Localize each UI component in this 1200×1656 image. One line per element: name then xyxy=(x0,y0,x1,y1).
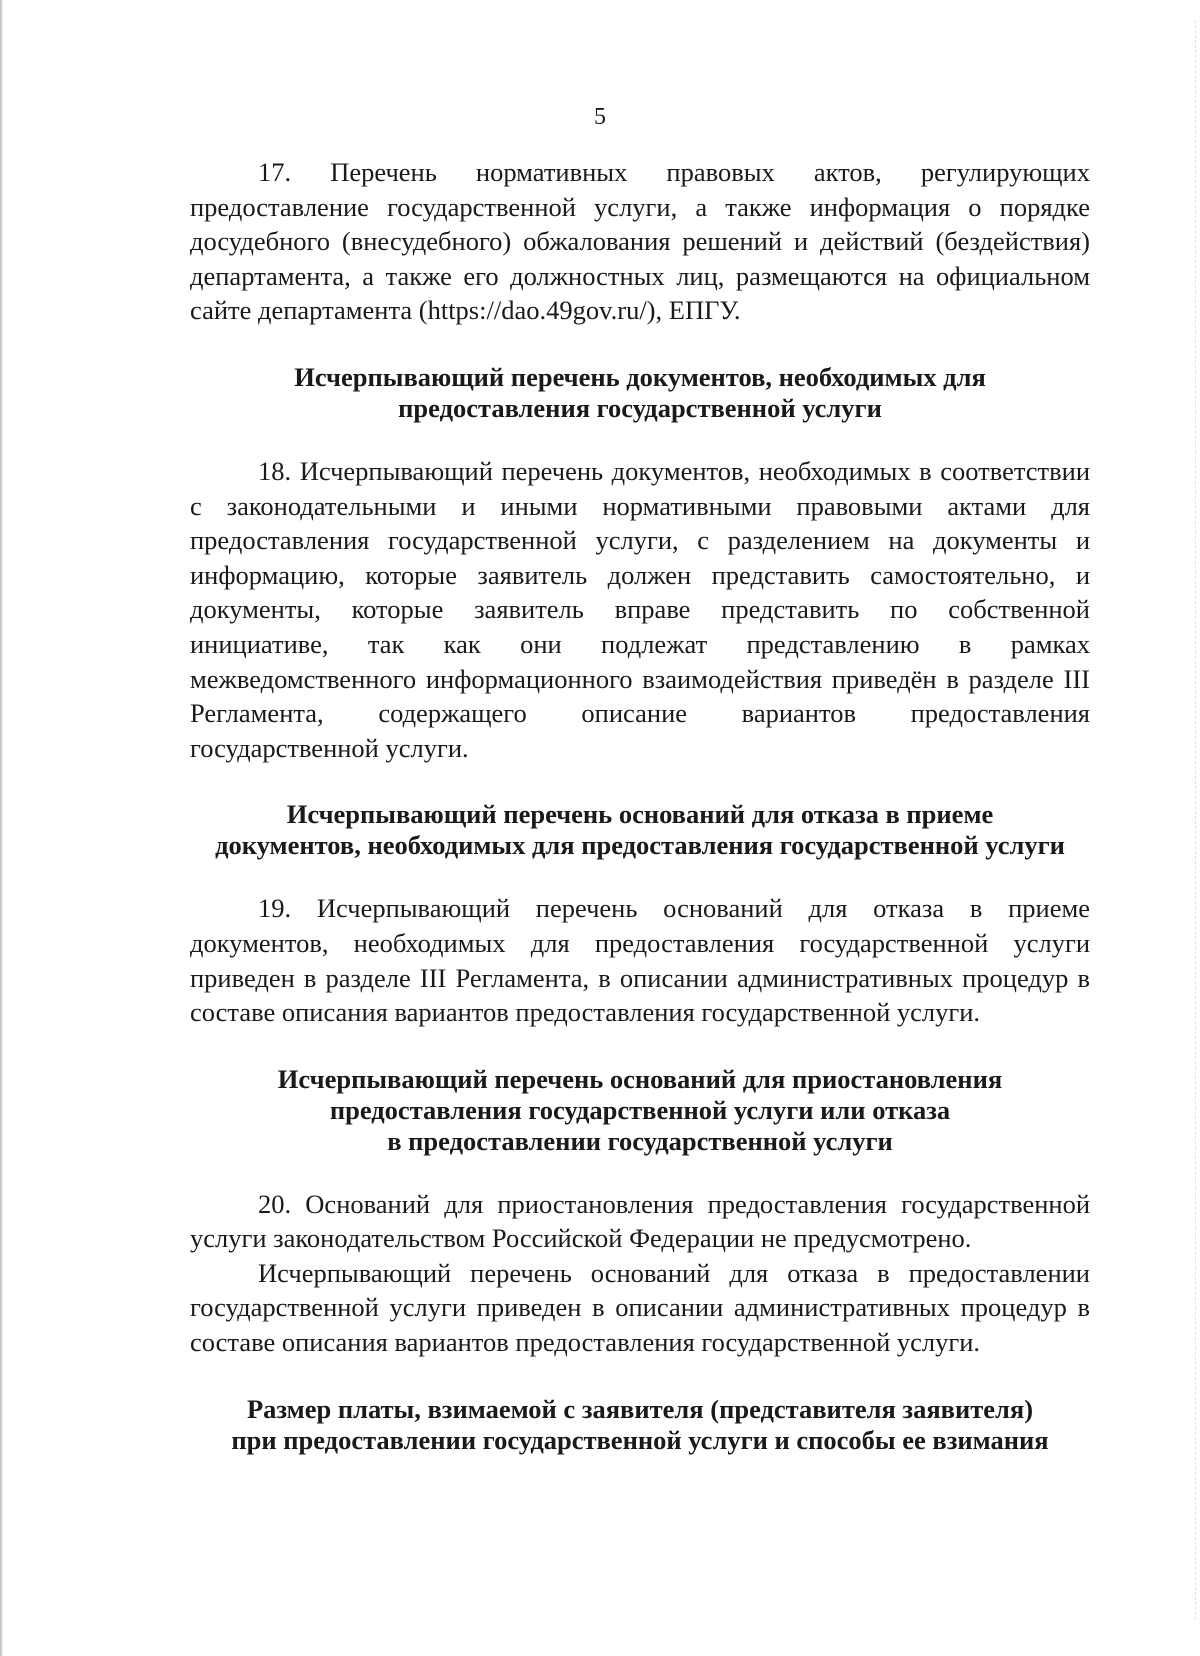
spacer xyxy=(190,1360,1090,1394)
spacer xyxy=(190,861,1090,891)
heading-line: при предоставлении государственной услуги и способы ее взимания xyxy=(231,1424,1049,1455)
heading-line: Размер платы, взимаемой с заявителя (представителя заявителя) xyxy=(246,1393,1034,1424)
section-heading-refusal-grounds xyxy=(190,799,1090,861)
scan-edge-left xyxy=(0,0,3,1656)
spacer xyxy=(190,424,1090,454)
spacer xyxy=(190,1030,1090,1064)
heading-line: предоставления государственной услуги или отказа xyxy=(329,1094,951,1125)
paragraph-18: 18. Исчерпывающий перечень документов, необходимых в соответствии с законодательными и иными нормативными правовыми актами для предоставления государственной услуги, с разделением на документы и информацию, которые заявитель должен представить самостоятельно, и документы, которые заявитель вправе представить по собственной инициативе, так как они подлежат представлению в рамках межведомственного информационного взаимодействия приведён в разделе III Регламента, содержащего описание вариантов предоставления государственной услуги. xyxy=(190,455,1090,763)
page-number: 5 xyxy=(594,104,606,130)
document-body xyxy=(190,155,1090,1456)
spacer xyxy=(190,1157,1090,1187)
heading-line: документов, необходимых для предоставления государственной услуги xyxy=(215,830,1065,861)
heading-line: Исчерпывающий перечень документов, необходимых для xyxy=(294,361,986,392)
paragraph-17: 17. Перечень нормативных правовых актов, регулирующих предоставление государственной услуги, а также информация о порядке досудебного (внесудебного) обжалования решений и действий (бездействия) департамента, а также его должностных лиц, размещаются на официальном сайте департамента (https://dao.49gov.ru/), ЕПГУ. xyxy=(190,157,1090,326)
spacer xyxy=(190,328,1090,362)
heading-line: в предоставлении государственной услуги xyxy=(387,1125,893,1156)
heading-line: предоставления государственной услуги xyxy=(398,392,882,423)
heading-line: Исчерпывающий перечень оснований для приостановления xyxy=(277,1063,1003,1094)
heading-line: Исчерпывающий перечень оснований для отказа в приеме xyxy=(286,799,994,830)
paragraph-20: 20. Оснований для приостановления предоставления государственной услуги законодательством Российской Федерации не предусмотрено. xyxy=(190,1188,1090,1254)
paragraph-19: 19. Исчерпывающий перечень оснований для отказа в приеме документов, необходимых для предоставления государственной услуги приведен в разделе III Регламента, в описании административных процедур в составе описания вариантов предоставления государственной услуги. xyxy=(190,893,1090,1028)
section-heading-suspension-grounds xyxy=(190,1064,1090,1157)
spacer xyxy=(190,765,1090,799)
paragraph-20-continued: Исчерпывающий перечень оснований для отказа в предоставлении государственной услуги приведен в описании административных процедур в составе описания вариантов предоставления государственной услуги. xyxy=(190,1257,1090,1358)
section-heading-documents-list xyxy=(190,362,1090,424)
scan-edge-right xyxy=(1194,20,1196,1620)
section-heading-fee xyxy=(190,1394,1090,1456)
